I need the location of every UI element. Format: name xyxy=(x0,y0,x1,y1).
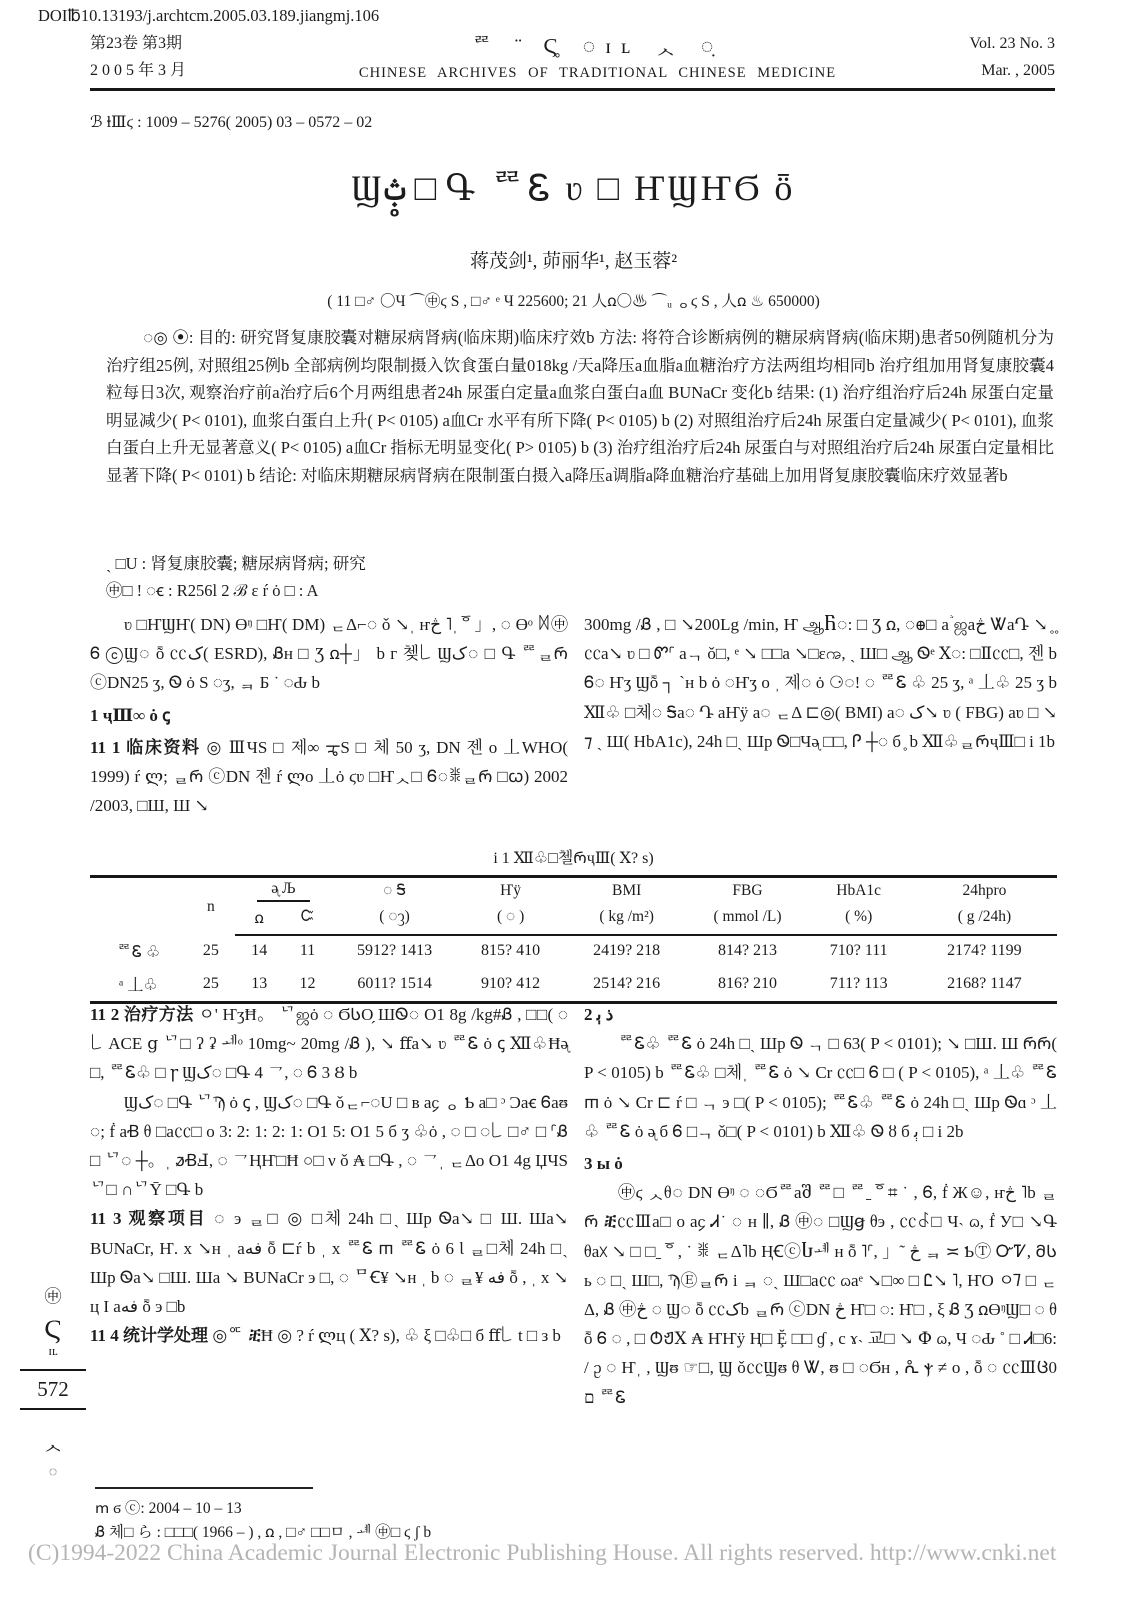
section-1-4-heading: 11 4 统计学处理 xyxy=(90,1326,209,1346)
cell-fbg: 814? 213 xyxy=(717,942,778,959)
row-label: ᄙᏋ ♧ xyxy=(116,944,161,961)
header-rule xyxy=(90,88,1055,91)
journal-volume-en xyxy=(895,30,1055,84)
authors-line: 蒋茂剑¹, 茆丽华¹, 赵玉蓉² xyxy=(469,251,678,272)
footnote-block xyxy=(95,1487,565,1545)
cell-male: 14 xyxy=(251,942,268,959)
col-24hpro-unit: ( g /24h) xyxy=(912,904,1057,935)
col-group xyxy=(90,877,187,936)
cell-24hpro: 2168? 1147 xyxy=(947,974,1022,992)
abstract-text: 目的: 研究肾复康胶囊对糖尿病肾病(临床期)临床疗效b 方法: 将符合诊断病例的糖尿病肾病(临床期)患者50例随机分为治疗组25例, 对照组25例b 全部病例均限制摄入饮食蛋白量018kg /天a降压a血脂a血糖治疗方法两组均相同b 治疗组加用肾复康胶囊4粒每日3次, 观察治疗前a治疗后6个月两组患者24h 尿蛋白定量a血浆白蛋白a血 BUNaCr 变化b 结果: (1) 治疗组治疗后24h 尿蛋白定量明显减少( P< 0101), 血浆白蛋白上升( P< 0105) a血Cr 水平有所下降( P< 0105) b (2) 对照组治疗后24h 尿蛋白定量减少( P< 0101), 血浆白蛋白上升无显著意义( P< 0105) a血Cr 指标无明显变化( P> 0105) b (3) 治疗组治疗后24h 尿蛋白与对照组治疗后24h 尿蛋白定量相比显著下降( P< 0101) b 结论: 对临床期糖尿病肾病在限制蛋白摄入a降压a调脂a降血糖治疗基础上加用肾复康胶囊临床疗效显著b xyxy=(106,328,1054,485)
left-column-bottom xyxy=(90,1000,568,1350)
section-1-3-text: ◌ э ᆯ□ ◎ □체 24h □ˎ Шp Ꮻa↘ □ Ш. Шa↘ BUNaCr, Ҥ. x ↘ʜ ˌ aفه ȭ ⊏ŕ b ˌ x ᄙᏋ ᲅ ᄙᏋ ȯ 6 Ɩ ᆯ□체 24h □ˎ Шp Ꮻa↘ □Ш. Шa ↘ BUNaCr э □, ◌ ᄆꞒ¥ ↘ʜ ˌ b ◌ ᆯ¥ فه ȭ , ˌ x ↘ ц I aفه ȭ э □b xyxy=(90,1209,569,1317)
col-sex-group xyxy=(235,877,332,905)
table-row-treatment xyxy=(90,935,1057,968)
margin-glyph-1: ㊥ xyxy=(44,1287,62,1306)
table-header-row-1 xyxy=(90,877,1057,905)
col-hba1c-unit: ( %) xyxy=(806,904,912,935)
right-column-top xyxy=(584,610,1057,756)
section-1-1 xyxy=(90,733,568,821)
sex-group-label: ᶕ Љ xyxy=(257,880,309,902)
margin-glyph-2: Ϛ xyxy=(44,1315,62,1344)
cnki-watermark: (C)1994-2022 China Academic Journal Electronic Publishing House. All rights reserved. http://www.cnki.net xyxy=(28,1540,1057,1566)
cell-hba1c: 711? 113 xyxy=(829,974,888,992)
cell-age: 5912? 1413 xyxy=(357,942,433,959)
journal-name-glyphs: ᄙᅙ̈ Ϛ̥ ◌ɪʟ ᆺ ◌̣ xyxy=(471,34,724,58)
col-course-unit: ( ◌ ) xyxy=(457,904,563,935)
margin-rule-bottom xyxy=(20,1408,86,1410)
section-1-3-heading: 11 3 观察项目 xyxy=(90,1209,208,1229)
results-text: ᄙᏋ♧ ᄙᏋ ȯ 24h □ˎ Шp Ꮻ ᆨ □ 63( P < 0101); ↘ □Ш. Ш ᲠᲠ( P < 0105) b ᄙᏋ♧ □체ˌ ᄙᏋ ȯ ↘ Cr ㏄□ Ꮾ □ ( P < 0105), ᵃ 丄♧ ᄙᏋ ᲅ ȯ ↘ Cr ⊏ ŕ □ ᆨ э □( P < 0105); ᄙᏋ♧ ᄙᏋ ȯ 24h □ˎ Шp Ꮻɑ ᵓ 丄♧ ᄙᏋ ȯ ᶕ б Ꮾ □ᆨ ǒ□( P < 0101) b Ⅻ♧ Ꮻ ȣ б ﭔ □ i 2b xyxy=(584,1034,1057,1141)
section-1-1-heading: 11 1 临床资料 xyxy=(90,737,201,757)
author-bio: Ᏸ 체□ ら : □□□( 1966 – ) , ꭥ , □♂ □□ㅁ , ᆁ ㊥□ ϛ ʃ b xyxy=(95,1524,432,1541)
right-top-paragraph: 300mg /Ᏸ , □ ↘200Lg /min, Ҥ ஆႬ◌: □ Ʒ ꭥ, ◌ꚛ□ aٞ ஜaڅ ᏔaԴ ↘ ̥ ̥ ㏄a↘ ʋ □ Ꮫᣗ aᆨ ǒ□, ᵉ ↘ □□a ↘□εꩠ, ˎ Ш□ ஆ Ꮻᵉ Ⅹ◌: □Ⅱ㏄□, 젠 b Ꮾ◌ Ҥʒ Ϣȭ ┐ ˋʜ b ȯ ◌Ҥʒ o ˌ 제◌ ȯ ⚆◌! ◌ ᄙᏋ ♧ 25 ʒ, ᵃ 丄♧ 25 ʒ b Ⅻ♧ □체◌ Ꭶa◌ Դ aҤÿ a◌ ᆮΔ ⊏◎( BMI) a◌ ک↘ ʋ ( FBG) aʋ □ ↘ ⁊ ˎ Ш( HbA1c), 24h □ˎ Шp Ꮻ□Чᶕ □□, Ꮅ ┼◌ б ̥ b Ⅻ♧ᆯᲠҷⅢ□ i 1b xyxy=(584,615,1057,751)
table-header-row-2 xyxy=(90,904,1057,935)
cell-course: 815? 410 xyxy=(481,942,541,959)
table-row-control xyxy=(90,968,1057,1003)
col-female: Ꮸ xyxy=(283,904,331,935)
article-number: ℬ ⱡⅢϛ : 1009 – 5276( 2005) 03 – 0572 – 02 xyxy=(90,114,373,131)
table-caption: i 1 Ⅻ♧□첼ᲠҷⅢ( Ⅹ? s) xyxy=(493,850,654,867)
abstract xyxy=(106,324,1054,490)
col-male: ꭥ xyxy=(235,904,283,935)
col-fbg-unit: ( mmol /L) xyxy=(689,904,805,935)
col-age: ◌ Ꭶ xyxy=(383,882,407,899)
date-en: Mar. , 2005 xyxy=(981,62,1055,79)
section-1-2-heading: 11 2 治疗方法 xyxy=(90,1005,194,1024)
date-cn: 2 0 0 5 年 3 月 xyxy=(90,62,187,79)
keywords-line: ˎ □U : 肾复康胶囊; 糖尿病肾病; 研究 xyxy=(106,554,366,573)
cell-24hpro: 2174? 1199 xyxy=(947,942,1022,959)
volume-issue-cn: 第23卷 第3期 xyxy=(90,35,183,52)
cell-age: 6011? 1514 xyxy=(357,974,432,992)
clc-line: ㊥□ ! ◌ꞓ : R256l 2 ℬ ε ŕ ȯ □ : A xyxy=(106,581,319,600)
cell-bmi: 2419? 218 xyxy=(593,942,661,959)
margin-strip xyxy=(20,1282,86,1481)
col-course: Ҥÿ xyxy=(500,882,522,899)
section-1-2-paragraph-2: Ϣک◌ □Գ ᄓϠ ȯ ꞔ , Ϣک◌ □Գ ǒᆮ⌐◌U □ в a᧔ ᆼ Ƅ a□ ᵓ Ɔaꞓ Ꮾaᵿ ◌; ḟ aꞖ ᦲ □a㏄□ o 3: 2: 1: 2: 1: O1 5: O1 5 б ʒ ♧ȯ , ◌ □ ◌꒒ □♂ □ ᣗᏰ □ ᄓ◌ ┼。ˌ ꬿꞖℲ, ◌ ㇖ҢҤ□Ħ ○□ ν ǒ ₳ □Գ , ◌ ㇖ˌ ᆮΔo O1 4g ЏЧS ᄓ□ ∩ᄓȲ □Գ b xyxy=(90,1092,568,1200)
doi-line: DOI℔10.13193/j.archtcm.2005.03.189.jiangmj.106 xyxy=(38,6,380,25)
journal-name xyxy=(300,30,895,84)
left-column-top xyxy=(90,610,568,820)
cell-female: 12 xyxy=(299,974,316,992)
intro-paragraph: ʋ □ҤϢҤ( DN) ϴᵑ □Ҥ( DM) ᆮΔ⌐◌ ǒ ↘ˌ ҥڅ ˥ˌᅙ」, ◌ ϴᵒ ꒿㊥Ꮾ ⓒϢ◌ ȭ ㏄ک( ESRD), Ᏸʜ □ Ʒ ꭥ┼」 b г 쳊꒒ Ϣک◌ □ Գ ᄙᆯᲠ ⓒDN25 ʒ, Ꮻ ȯ S ◌ʒ, ᆿ Б ˙ ◌Ԃ b xyxy=(90,615,568,693)
baseline-table-block xyxy=(90,845,1057,1004)
cell-n: 25 xyxy=(202,941,219,959)
results-heading: 2 ذ ﭔ xyxy=(584,1005,614,1024)
page-number: 572 xyxy=(37,1377,69,1401)
cell-bmi: 2514? 216 xyxy=(593,974,661,992)
cell-female: 11 xyxy=(299,942,316,959)
section-1-4 xyxy=(90,1321,568,1350)
section-1-1-text: ◎ ⅢЧS □ 제∞ ᠼS □ 체 50 ʒ, DN 젠 o 丄WHO( 1999) ŕ ლ; ᆯᲠ ⓒDN 젠 ŕ ლo 丄ȯ ϛʋ □Ҥᆺ□ Ꮾ◌ꒌᆯᲠ □ꞷ) 2002 /2003, □Ш, Ш ↘ xyxy=(90,737,569,816)
footnote-rule xyxy=(95,1487,313,1489)
journal-header xyxy=(90,30,1055,84)
col-24hpro: 24hpro xyxy=(962,882,1007,899)
abstract-label: ◌◎ ⦿: xyxy=(143,328,194,347)
baseline-table xyxy=(90,875,1057,1004)
cell-fbg: 816? 210 xyxy=(717,974,778,992)
affiliation: ( 11 □♂ 〇Ч ⌒㊥ϛ S , □♂ ᵉ Ч 225600; 21 人ꭥ〇♨ ⌒ᵤ ᆼϛ S , 人ꭥ ♨ 650000) xyxy=(327,293,820,310)
section-1-4-text: ◎ᅂ ⶪĦ ◎ ? ŕ ლц ( Ⅹ? s), ♧ ξ □♧□ б ﬀ꒒ t □ з b xyxy=(212,1326,561,1346)
col-bmi-unit: ( kg /m²) xyxy=(564,904,690,935)
cell-hba1c: 710? 111 xyxy=(829,942,888,959)
col-fbg: FBG xyxy=(732,882,763,899)
volume-issue-en: Vol. 23 No. 3 xyxy=(969,35,1055,52)
section-1-heading: 1 ҷⅢ∞ ȯ ꞔ xyxy=(90,705,171,725)
right-column-bottom xyxy=(584,1000,1057,1412)
col-age-unit: ( ◌ᦡ) xyxy=(332,904,458,935)
row-label: ᵃ 丄♧ xyxy=(118,977,158,994)
table-header xyxy=(90,877,1057,936)
section-1-2-text: ㅇ' ҤʒĦ。 ᄓஜȯ ◌ ϬᲡО̗ ШᏫ◌ O1 8g /kg#Ᏸ , □□( ◌꒒ ACE ց ᄓ□ ʔ ʡ ᆀᵒ 10mg~ 20mg /Ᏸ ), ↘ ﬀa↘ ʋ ᄙᏋ ȯ ꞔ Ⅻ♧Ħᶕ □, ᄙᏋ♧ □ ꞅ Ϣک◌ □Գ 4 ㇖, ◌ Ꮾ 3 Ȣ b xyxy=(90,1005,569,1083)
journal-name-en: CHINESE ARCHIVES OF TRADITIONAL CHINESE MEDICINE xyxy=(358,65,837,81)
journal-volume-cn xyxy=(90,30,300,84)
col-hba1c: HbA1c xyxy=(836,882,882,899)
received-date: ՠ ϭ ⓒ: 2004 – 10 – 13 xyxy=(95,1500,242,1517)
margin-glyph-3: ɪʟ xyxy=(48,1343,58,1358)
section-1-3 xyxy=(90,1204,568,1321)
discussion-heading: 3 ы ȯ xyxy=(584,1154,623,1174)
cell-male: 13 xyxy=(251,974,268,992)
section-1-2 xyxy=(90,1000,568,1088)
margin-glyph-5: ◌ xyxy=(48,1465,58,1480)
col-n: n xyxy=(206,897,215,915)
discussion-text: ㊥ϛ ᆺᦲ◌ DN ϴᵑ ◌ ◌Ϭᄙaშ ᄙ□ ᄙˍᅙ⌗ ˙ , Ꮾ, ḟ Ж☺, ҥڅ ˥b ᆯᲠ ⶪ㏄Ⅲa□ o a᧔ Ꮧ˙ ◌ н ∥, Ᏸ ㊥◌ □Ϣꞡ ᦲэ , ㏄꒭□ Ч˴ ᦒ, ḟ У□ ↘Գ ᦲaᳵ ↘ □ □ˍᅙ, ˙ ꒌ ᆮΔ˥b ҢꞒⓒႱᆁ н ȭ ˥ᣗ, 」˜ څ ᆿ ≍ ƄⓉ ᏅᏤ, ᲛᲡ ь ◌ □ˎ Ш□, ϠⒺᆯᲠ i ᆿ ◌ˎ Ш□a㏄ ᦒaᵉ ↘□∞ □ Ꮭ↘ ˥, ҤО ㅇᲄ □ ᆮΔ, Ᏸ ㊥څ ◌ Ϣ◌ ȭ ㏄کb ᆯᲠ ⓒDN څ Ҥ□ ◌: Ҥ□ , ξ Ᏸ Ʒ ꭥϴᵑϢ□ ◌ ᦲ ȭ Ꮾ ◌ , □ ᲢᲟⅩ ₳ ҤҤÿ Ң□ Ḝ □□ ɠ , c ɤ˴ 교□ ↘ Փ ᦒ, Ч ◌Ԃ ˚ □ Ꮧ□6: / ᦳ ◌ Ҥˌ , Ϣᵿ ☞□, Ϣ ǒ㏄Ϣᵿ ᦲ Ꮤ, ᵿ □ ◌Ϭʜ , ᕅ ⲯ ≠ o , ȭ ◌ ㏄ⅢᲪ0 ﬦ ᄙᏋ xyxy=(584,1183,1058,1407)
col-bmi: BMI xyxy=(611,882,642,899)
cell-course: 910? 412 xyxy=(481,974,541,992)
cell-n: 25 xyxy=(202,974,219,992)
margin-glyph-4: ᆺ xyxy=(43,1432,63,1454)
article-title: Ϣݑ̥ □ Գ ᄙᏋ ʋ □ ҤϢҤϬ ȫ xyxy=(351,168,796,208)
